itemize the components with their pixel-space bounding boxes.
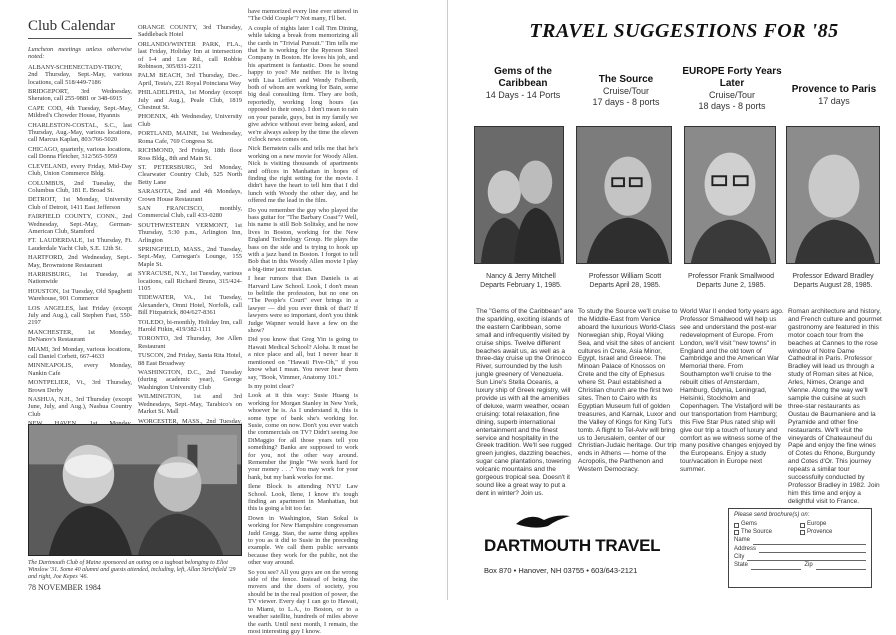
list-item: ORLANDO/WINTER PARK, FLA., last Friday, Holiday Inn at intersection of I-4 and Lee Rd., call Robbie Robinson, 305/831-2211 — [138, 40, 242, 71]
list-item: A couple of nights later I call Tim Dining, while taking a break from memorizing all the cards in "Trivial Pursuit." Tim tells me that he is working for the Ryerson Steel Company in Boston. He loves his job, and his apartment is fantastic. Does he sound happy to you? Me neither. He is living with Lisa Leffert and Wendy Folberth, both of whom are working for Bain, some big deal consulting firm. They are both, reportedly, working long hours (as opposed to their ones). I don't mean to rain on your parade, guys, but in my family we give advice without ever being asked, and we're always asleep by the time the eleven o'clock news comes on. — [248, 24, 358, 143]
list-item: ST. PETERSBURG, 3rd Monday, Clearwater Country Club, 525 North Betty Lane — [138, 163, 242, 186]
list-item: MINNEAPOLIS, every Monday, Nankin Cafe — [28, 362, 132, 377]
page-folio: 78 NOVEMBER 1984 — [28, 583, 101, 592]
list-item: ORANGE COUNTY, 3rd Thursday, Saddleback Hotel — [138, 24, 242, 39]
trip-duration: 17 days — [818, 96, 850, 106]
trip-header-source — [574, 66, 678, 108]
list-item: PHILADELPHIA, 1st Monday (except July and Aug.), Peale Club, 1819 Chestnut St. — [138, 89, 242, 112]
list-item: NASHUA, N.H., 3rd Thursday (except June, July, and Aug.), Nashua Country Club — [28, 396, 132, 418]
list-item: TORONTO, 3rd Thursday, Joe Allen Restaurant — [138, 335, 242, 350]
trip-duration: 18 days - 8 ports — [698, 101, 766, 111]
caption-date: Departs April 28, 1985. — [589, 282, 661, 289]
trip-duration: 14 Days - 14 Ports — [485, 90, 561, 100]
list-item: COLUMBUS, 2nd Tuesday, the Columbus Club, 181 E. Broad St. — [28, 179, 132, 194]
caption-date: Departs February 1, 1985. — [480, 282, 562, 289]
trip-header-gems — [474, 66, 572, 101]
list-item: WORCESTER, MASS., 2nd Tuesday, — [138, 417, 242, 425]
option-europe[interactable]: Europe — [800, 521, 866, 528]
list-item: SARASOTA, 2nd and 4th Mondays, Crown House Restaurant — [138, 188, 242, 203]
checkbox[interactable] — [734, 530, 739, 535]
smallwood-caption — [678, 272, 784, 290]
list-item: LOS ANGELES, last Friday (except July and Aug.), call Stephen Fast, 550-2197 — [28, 304, 132, 327]
list-item: CAPE COD, 4th Tuesday, Sept.-May, Mildred's Chowder House, Hyannis — [28, 104, 132, 120]
list-item: FAIRFIELD COUNTY, CONN., 2nd Wednesday, Sept.-May, German-American Club, Stamford — [28, 213, 132, 235]
trip-name: Provence to Paris — [791, 84, 877, 95]
ad-headline: TRAVEL SUGGESTIONS FOR '85 — [529, 20, 839, 42]
trip-header-provence — [786, 66, 882, 107]
option-provence[interactable]: Provence — [800, 529, 866, 536]
list-item: Did you know that Greg Yin is going to Hawaii Medical School? Aloha. It must be a nice place and all, but I never hear it mentioned on "Hawaii Five-Oh," if you know what I mean. You never hear them say, "Book, Vimmer, Anatomy 101." — [248, 336, 358, 381]
checkbox[interactable] — [800, 523, 805, 528]
caption-date: Departs August 28, 1985. — [793, 282, 873, 289]
trip-duration: 17 days - 8 ports — [592, 97, 660, 107]
caption-name: Professor William Scott — [588, 273, 662, 280]
gems-description: The "Gems of the Caribbean" are the sparkling, exciting islands of the eastern Caribbean, some small and infrequently visited by cruise ships. Twelve different beaches await us, as well as a three-day cruise up the Orinocco River, surrounded by the lush jungle greenery of Venezuela. Sun Line's Stella Oceanis, a luxury ship of Greek registry, will provide us with all the amenities of deluxe, warm weather, ocean cruising: total relaxation, fine dining, superb international entertainment and the finest service and hospitality in the Greek tradition. We'll see rugged green jungles, dazzling beaches, sugar cane plantations, towering volcanic mountains and the gorgeous tropical sea. Doesn't it sound like a great way to put a dent in winter? Join us. — [476, 308, 574, 497]
europe-description: World War II ended forty years ago. Professor Smallwood will help us see and understand the post-war redevelopment of Europe. From London, we'll visit "new towns" in England and the old town of Cambridge and the American War Memorial there. From Southampton we'll cruise to the rebuilt cities of Amsterdam, Hamburg, Gdynia, Leningrad, Helsinki, Stockholm and Copenhagen. The Vistafjord will be our transportation from Hamburg; this Five Star Plus rated ship will give our trip a touch of luxury and comfort as we witness some of the many positive changes enjoyed by the Europeans. Enjoy a study tour/vacation in Europe next summer. — [680, 308, 784, 474]
option-gems[interactable]: Gems — [734, 521, 800, 528]
list-item: SOUTHWESTERN VERMONT, 1st Thursday, 5:30 p.m., Arlington Inn, Arlington — [138, 221, 242, 244]
option-source[interactable]: The Source — [734, 529, 800, 536]
list-item: CHARLESTON-COSTAL, S.C., last Thursday, Aug.-May, various locations, call Marcus Kaplan, 803/766-5020 — [28, 121, 132, 144]
mitchell-caption — [474, 272, 568, 290]
city-field[interactable]: City — [734, 554, 866, 561]
trip-name: Gems of the Caribbean — [494, 66, 552, 89]
list-item: HARTFORD, 2nd Wednesday, Sept.-May, Brownstone Restaurant — [28, 254, 132, 269]
caption-name: Professor Frank Smallwood — [688, 273, 774, 280]
caption-name: Nancy & Jerry Mitchell — [486, 273, 556, 280]
list-item: SYRACUSE, N.Y., 1st Tuesday, various locations, call Richard Bruno, 315/424-1105 — [138, 270, 242, 292]
name-field[interactable]: Name — [734, 537, 866, 544]
list-item: MIAMI, 3rd Monday, various locations, call Daniel Corbett, 667-4633 — [28, 345, 132, 361]
mitchell-photo — [474, 126, 564, 264]
contact-address: Box 870 • Hanover, NH 03755 • 603/643-2121 — [484, 566, 638, 575]
checkbox[interactable] — [734, 523, 739, 528]
tugboat-photo-caption: The Dartmouth Club of Maine sponsored an outing on a tugboat belonging to Eliot Winslow '31. Some 40 alumni and guests attended, including, left, Allan Strichfield '29 and right, Joe Kepes '46. — [28, 560, 236, 580]
scott-photo — [576, 126, 672, 264]
calendar-list-2 — [138, 24, 242, 464]
trip-name: EUROPE Forty Years Later — [682, 66, 782, 89]
provence-description: Roman architecture and history, and French culture and gourmet gastronomy are featured in this motor coach tour from the beaches at Cannes to the rose window of Notre Dame Cathedral in Paris. Professor Bradley will lead us through a study of Roman sites at Nice, Arles, Nimes, Orange and Vienne. Along the way we'll sample the cuisine at such three-star restaurants as Oustau de Baumaniere and la Pyramide and other fine restaurants. We'll visit the vineyards of Chateauneuf du Pape and enjoy the fine wines of Cotes du Rhone, Burgundy and Cotes d'Or. This journey repeats a similar tour successfully conducted by Professor Bradley in 1982. Join him this time and enjoy a delightful visit to France. — [788, 308, 882, 505]
state-zip-field[interactable]: State Zip — [734, 562, 866, 569]
list-item: ALBANY-SCHENECTADY-TROY, 2nd Thursday, Sept.-May, various locations, call 518/449-7186 — [28, 63, 132, 86]
trip-type: Cruise/Tour — [708, 90, 755, 100]
bradley-caption — [784, 272, 882, 290]
scott-photo-art — [577, 127, 671, 263]
list-item: CHICAGO, quarterly, various locations, call Donna Fletcher, 312/565-5959 — [28, 145, 132, 161]
tugboat-photo-art — [29, 425, 241, 555]
address-field[interactable]: Address — [734, 546, 866, 553]
list-item: So you see? All you guys are on the wrong side of the fence. Instead of being the movers and the doers of society, you should be in the real position of power, the TV viewer. Every day I can go to Hawaii, to Miami, to L.A., to Boston, or to a weather satellite, hundreds of miles above the earth. Until next month, I remain, the most interesting guy I know. — [248, 568, 358, 635]
list-item: DETROIT, 1st Monday, University Club of Detroit, 1411 East Jefferson — [28, 196, 132, 211]
bradley-photo — [786, 126, 880, 264]
list-item: PORTLAND, MAINE, 1st Wednesday, Roma Cafe, 769 Congress St. — [138, 130, 242, 145]
form-title: Please send brochure(s) on: — [734, 512, 810, 518]
bird-logo-icon — [514, 510, 572, 532]
list-item: SAN FRANCISCO, monthly, Commercial Club, call 433-0280 — [138, 204, 242, 220]
list-item: I hear rumors that Dan Daniels is at Harvard Law School. Look, I don't mean to belittle the profession, but no one on "The People's Court" ever brings in a lawyer — did you ever think of that? If lawyers were so important, don't you think Judge Wapner would have a few on the show? — [248, 275, 358, 335]
list-item: Is my point clear? — [248, 382, 294, 390]
calendar-intro: Luncheon meetings unless otherwise noted: — [28, 46, 132, 61]
list-item: WASHINGTON, D.C., 2nd Tuesday (during academic year), George Washington University Club — [138, 369, 242, 391]
list-item: PHOENIX, 4th Wednesday, University Club — [138, 113, 242, 128]
list-item: MONTPELIER, Vt., 3rd Thursday, Brown Derby — [28, 379, 132, 394]
caption-date: Departs June 2, 1985. — [696, 282, 766, 289]
dartmouth-travel-logo: DARTMOUTH TRAVEL — [484, 536, 661, 555]
club-calendar-column-2 — [138, 24, 242, 425]
list-item: MANCHESTER, 1st Monday, DeNanov's Restaurant — [28, 328, 132, 344]
list-item: HARRISBURG, 1st Tuesday, at Nationwide — [28, 270, 132, 286]
list-item: RICHMOND, 3rd Friday, 18th floor Ross Bldg., 8th and Main St. — [138, 147, 242, 162]
form-options — [734, 521, 866, 536]
list-item: Ilene Block is attending NYU Law School. Look, Ilene, I know it's tough finding an apartment in Manhattan, but this is going a bit too far. — [248, 483, 358, 513]
club-calendar-column-1 — [28, 46, 132, 418]
brochure-request-form — [728, 508, 872, 588]
list-item: TIDEWATER, VA., 1st Tuesday, Alexander's, Omni Hotel, Norfolk, call Bill Fitzpatrick, 804/627-8361 — [138, 294, 242, 317]
smallwood-photo-art — [685, 127, 775, 263]
checkbox[interactable] — [800, 530, 805, 535]
class-notes-column — [248, 8, 358, 635]
list-item: CLEVELAND, every Friday, Mid-Day Club, Union Commerce Bldg. — [28, 162, 132, 178]
list-item: have memorized every line ever uttered in "The Odd Couple"? Not many, I'll bet. — [248, 8, 358, 23]
list-item: HOUSTON, 1st Tuesday, Old Spaghetti Warehouse, 901 Commerce — [28, 287, 132, 303]
club-calendar-title: Club Calendar — [28, 18, 116, 34]
list-item: SPRINGFIELD, MASS., 2nd Tuesday, Sept.-May, Carnegan's Lounge, 155 Maple St. — [138, 245, 242, 268]
list-item: Look at it this way: Susie Huang is working for Morgan Stanley in New York, whoever he is. As I understand it, this is some type of bank she's working for. Susie, come on now. Don't you ever watch the commercials on TV? Didn't seeing Joe DiMaggio for all those years tell you something? Banks are supposed to work for you, not the other way around. Remember the jingle "We work hard for your money . . ." You may work for your bank, but my bank works for me. — [248, 392, 358, 481]
title-rule — [28, 38, 132, 39]
scott-caption — [574, 272, 676, 290]
mitchell-photo-art — [475, 127, 563, 263]
list-item: TUSCON, 2nd Friday, Santa Rita Hotel, 88 East Broadway — [138, 352, 242, 367]
tugboat-photo — [28, 424, 242, 556]
caption-name: Professor Edward Bradley — [792, 273, 874, 280]
list-item: Down in Washington, Stan Sokul is working for New Hampshire congressman Judd Gregg. Stan, the same thing applies to you as it did to Susie in the preceding example. We call them public servants because they work for the public, not the other way around. — [248, 514, 358, 567]
list-item: WILMINGTON, 1st and 3rd Wednesdays, Sept.-May, Tarabico's on Market St. Mall — [138, 393, 242, 416]
calendar-list-1 — [28, 64, 132, 476]
list-item: Nick Bernstein calls and tells me that he's working on a new movie for Woody Allen. Nick is visiting thousands of apartments and offices in Manhattan in hopes of finding the right setting for the movie. I didn't have the heart to tell him that I did lunch with Woody the other day, and he offered me the lead in the film. — [248, 145, 358, 205]
list-item: PALM BEACH, 3rd Thursday, Dec.-April, Testa's, 221 Royal Poinciana Way — [138, 72, 242, 87]
class-notes-list — [248, 8, 358, 635]
list-item: TOLEDO, bi-monthly, Holiday Inn, call Harold Fitkin, 419/382-1111 — [138, 318, 242, 334]
list-item: Do you remember the guy who played the bass guitar for "The Barbary Coast"? Well, his name is still Bob Solitsky, and he now lives in Boston, working for the New England Technology Group. He plays the bass on the side and is trying to hook up with a jazz band in Boston. I forgot to tell Bob that in this Woody Allen movie I play a big-time jazz musician. — [248, 206, 358, 273]
trip-header-europe — [678, 66, 786, 112]
smallwood-photo — [684, 126, 776, 264]
bradley-photo-art — [787, 127, 879, 263]
list-item: FT. LAUDERDALE, 1st Thursday, Ft. Lauderdale Yacht Club, S.E. 12th St. — [28, 237, 132, 252]
list-item: BRIDGEPORT, 3rd Wednesday, Sheraton, call 255-9881 or 348-6915 — [28, 88, 132, 103]
trip-type: Cruise/Tour — [602, 86, 649, 96]
source-description: To study the Source we'll cruise to the Middle-East from Venice aboard the luxurious World-Class Norwegian ship, Royal Viking Sea, and visit the sites of ancient cultures in Crete, Asia Minor, Egypt, Israel and Greece. The Minoan Palace of Knossos on Crete and the city of Ephesus where St. Paul established a Christian church are the first two sites. Then to Cairo with its Egyptian Museum full of golden treasures, and Karnak, Luxor and the Valley of Kings for King Tut's tomb. A flight to Tel-Aviv will bring us to Jerusalem, center of our Christian-Judaic heritage. Our trip ends in Athens — home of the Acropolis, the Parthenon and Western Democracy. — [578, 308, 678, 474]
trip-name: The Source — [598, 74, 654, 85]
